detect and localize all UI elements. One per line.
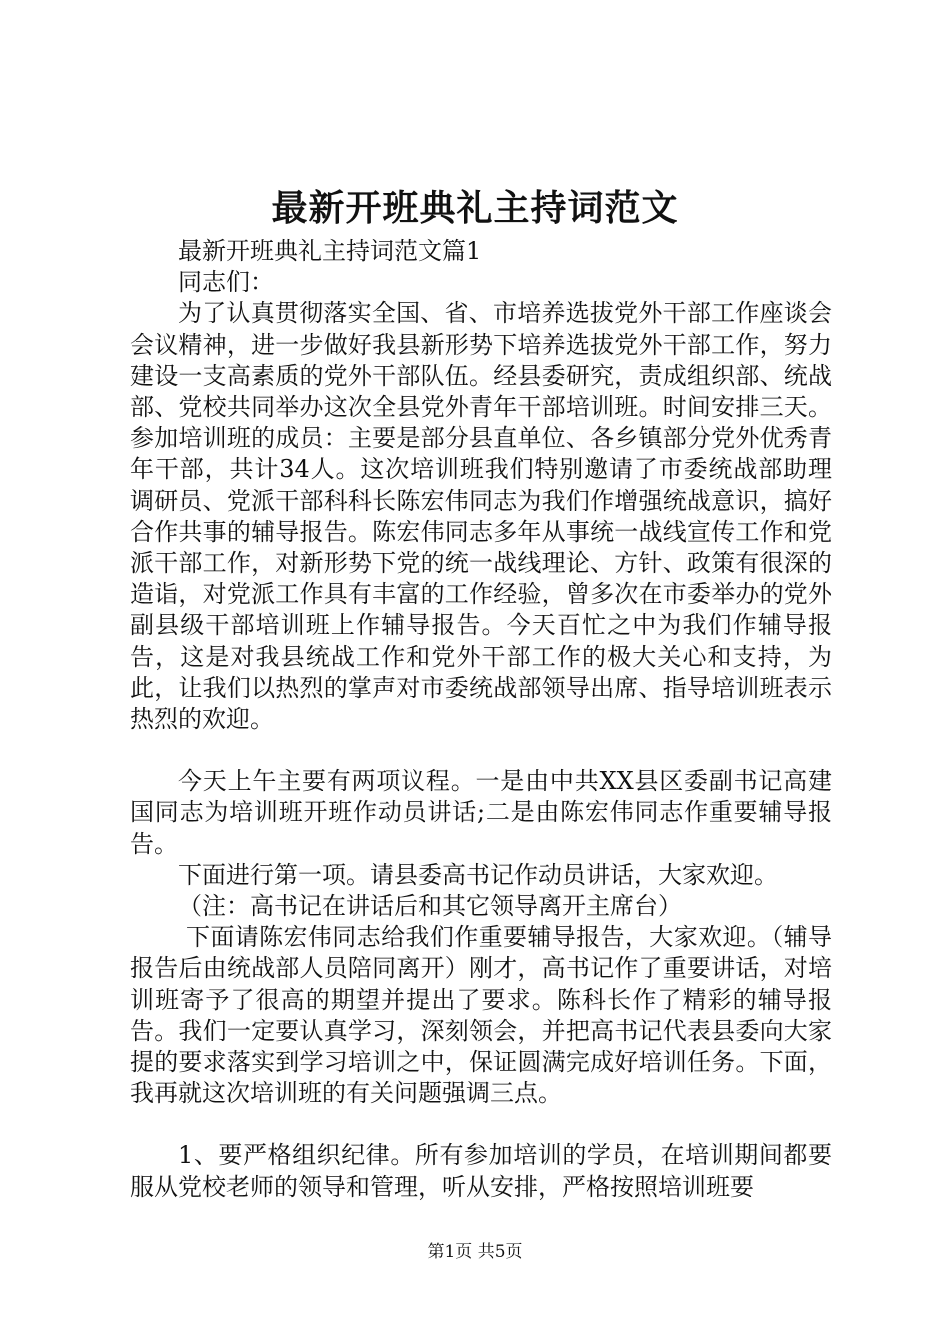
document-body — [130, 236, 832, 1203]
body-paragraph: 1、要严格组织纪律。所有参加培训的学员，在培训期间都要服从党校老师的领导和管理，听从安排，严格按照培训班要 — [130, 1141, 832, 1201]
page-footer: 第1页 共5页 — [427, 1242, 523, 1262]
body-paragraph: 下面请陈宏伟同志给我们作重要辅导报告，大家欢迎。（辅导报告后由统战部人员陪同离开）刚才，高书记作了重要讲话，对培训班寄予了很高的期望并提出了要求。陈科长作了精彩的辅导报告。我们一定要认真学习，深刻领会，并把高书记代表县委向大家提的要求落实到学习培训之中，保证圆满完成好培训任务。下面，我再就这次培训班的有关问题强调三点。 — [130, 923, 832, 1108]
body-paragraph: 为了认真贯彻落实全国、省、市培养选拔党外干部工作座谈会会议精神，进一步做好我县新形势下培养选拔党外干部工作，努力建设一支高素质的党外干部队伍。经县委研究，责成组织部、统战部、党校共同举办这次全县党外青年干部培训班。时间安排三天。参加培训班的成员：主要是部分县直单位、各乡镇部分党外优秀青年干部，共计34人。这次培训班我们特别邀请了市委统战部助理调研员、党派干部科科长陈宏伟同志为我们作增强统战意识，搞好合作共事的辅导报告。陈宏伟同志多年从事统一战线宣传工作和党派干部工作，对新形势下党的统一战线理论、方针、政策有很深的造诣，对党派工作具有丰富的工作经验，曾多次在市委举办的党外副县级干部培训班上作辅导报告。今天百忙之中为我们作辅导报告，这是对我县统战工作和党外干部工作的极大关心和支持，为此，让我们以热烈的掌声对市委统战部领导出席、指导培训班表示热烈的欢迎。 — [130, 299, 832, 734]
salutation-paragraph: 同志们： — [178, 268, 274, 297]
document-title: 最新开班典礼主持词范文 — [271, 187, 679, 229]
body-paragraph: 今天上午主要有两项议程。一是由中共XX县区委副书记高建国同志为培训班开班作动员讲话;二是由陈宏伟同志作重要辅导报告。 — [130, 767, 832, 858]
note-paragraph: （注：高书记在讲话后和其它领导离开主席台） — [178, 892, 682, 921]
body-paragraph: 下面进行第一项。请县委高书记作动员讲话，大家欢迎。 — [178, 860, 778, 889]
subtitle-paragraph: 最新开班典礼主持词范文篇1 — [178, 237, 482, 265]
